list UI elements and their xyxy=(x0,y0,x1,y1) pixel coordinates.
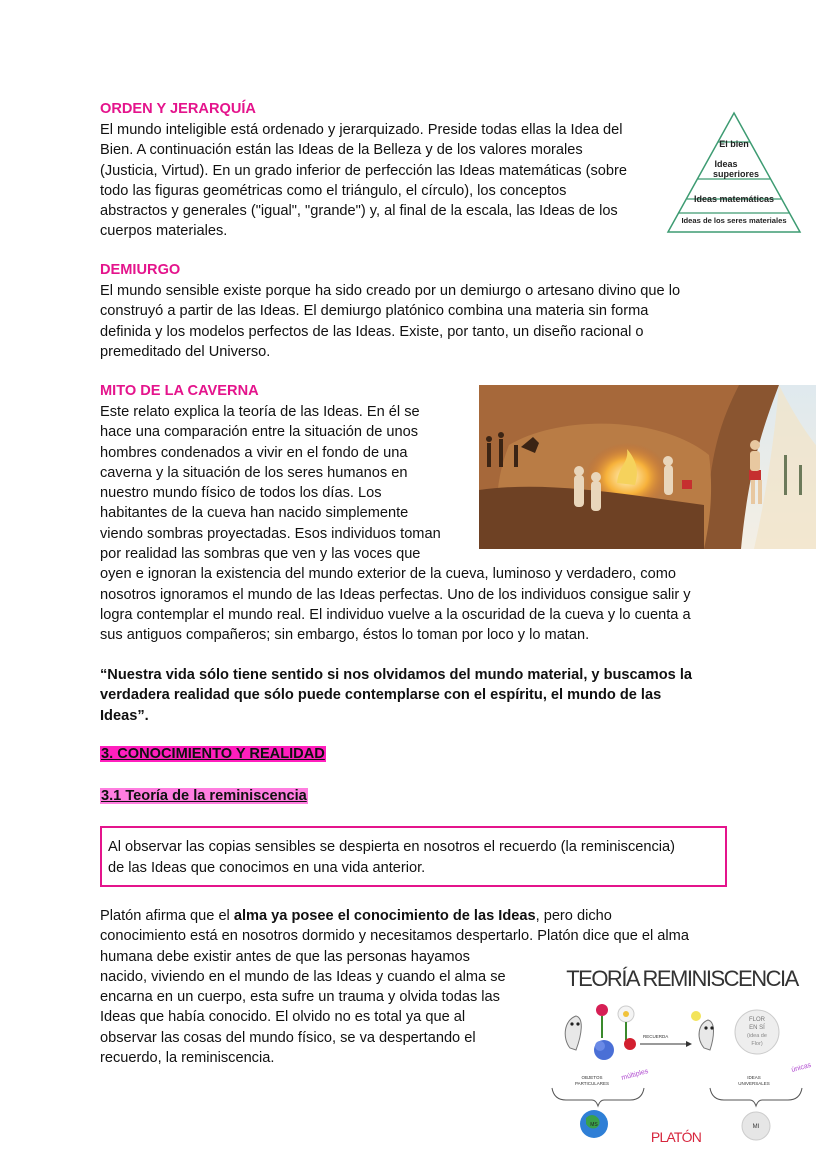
text-line: premeditado del Universo. xyxy=(100,343,271,360)
svg-text:múltiples: múltiples xyxy=(620,1068,650,1082)
text-line: nosotros ignoramos el mundo de las Ideas perfectas. Uno de los individuos consigue salir y xyxy=(100,586,691,603)
text-span: , pero dicho xyxy=(535,908,612,924)
text-line xyxy=(100,906,689,926)
svg-text:MS: MS xyxy=(590,1122,598,1128)
text-line: cuerpos materiales. xyxy=(100,223,228,240)
quote-line: Ideas”. xyxy=(100,707,149,724)
pyramid-level3: Ideas matemáticas xyxy=(693,194,775,204)
text-line: caverna y la situación de los seres humanos en xyxy=(100,464,408,481)
text-line: encarna en un cuerpo, esta sufre un trauma y olvida todas las xyxy=(100,989,500,1006)
svg-text:OBJETOS: OBJETOS xyxy=(581,1075,603,1080)
pyramid-level2a: Ideas xyxy=(714,159,738,169)
flowers-icon xyxy=(594,1004,636,1060)
svg-text:Flor): Flor) xyxy=(751,1041,763,1047)
svg-text:FLOR: FLOR xyxy=(748,1017,766,1023)
text-line: de las Ideas que conocimos en una vida anterior. xyxy=(108,859,426,876)
text-line: Este relato explica la teoría de las Ideas. En él se xyxy=(100,404,420,420)
text-line: (Justicia, Virtud). En un grado inferior de perfección las Ideas matemáticas (sobre xyxy=(100,162,627,179)
text-line: sus antiguos compañeros; sin embargo, éstos lo toman por loco y lo matan. xyxy=(100,627,590,644)
text-line: construyó a partir de las Ideas. El demiurgo platónico combina una materia sin forma xyxy=(100,303,649,320)
pyramid-level1: El bien xyxy=(719,139,749,149)
quote-line: “Nuestra vida sólo tiene sentido si nos olvidamos del mundo material, y buscamos la xyxy=(100,667,693,683)
text-line: El mundo sensible existe porque ha sido creado por un demiurgo o artesano divino que lo xyxy=(100,283,681,299)
text-line: por realidad las sombras que ven y las voces que xyxy=(100,546,421,563)
platon-label: PLATÓN xyxy=(650,1129,702,1145)
demiurgo-paragraph xyxy=(100,281,680,362)
section-3-title: 3. CONOCIMIENTO Y REALIDAD xyxy=(101,746,325,762)
worm-icon xyxy=(565,1016,581,1050)
text-line: nacido, viviendo en el mundo de las Ideas y cuando el alma se xyxy=(100,968,506,985)
text-line: oyen e ignoran la existencia del mundo exterior de la cueva, luminoso y verdadero, como xyxy=(100,566,676,583)
text-line: conocimiento está en nosotros dormido y necesitamos despertarlo. Platón dice que el alma xyxy=(100,928,689,945)
diagram-title: TEORÍA REMINISCENCIA xyxy=(566,966,798,991)
section-3-1-title: 3.1 Teoría de la reminiscencia xyxy=(101,788,307,804)
text-line: El mundo inteligible está ordenado y jerarquizado. Preside todas ellas la Idea del xyxy=(100,122,623,138)
quote xyxy=(100,665,740,726)
svg-text:UNIVERSALES: UNIVERSALES xyxy=(738,1081,770,1086)
text-line: logra contemplar el mundo real. El individuo vuelve a la oscuridad de la cueva y lo cuenta a xyxy=(100,606,691,623)
bold-span: alma ya posee el conocimiento de las Ideas xyxy=(233,908,536,924)
text-line: Al observar las copias sensibles se despierta en nosotros el recuerdo (la reminiscencia) xyxy=(108,839,675,855)
svg-text:superiores: superiores xyxy=(712,169,760,179)
text-line: hombres condenados a vivir en el fondo de una xyxy=(100,444,408,461)
svg-text:MI: MI xyxy=(752,1124,760,1130)
ideas-pyramid xyxy=(666,110,802,236)
text-line: abstractos y generales ("igual", "grande") y, al final de la escala, las Ideas de los xyxy=(100,203,618,220)
text-line: definida y los modelos perfectos de las Ideas. Existe, por tanto, un diseño racional o xyxy=(100,323,644,340)
text-line: humana debe existir antes de que las personas hayamos xyxy=(100,948,470,965)
quote-line: verdadera realidad que sólo puede contemplarse con el espíritu, el mundo de las xyxy=(100,687,662,704)
text-line: observar las cosas del mundo físico, se va despertando el xyxy=(100,1029,476,1046)
bulb-icon xyxy=(691,1011,701,1021)
text-line: Bien. A continuación están las Ideas de la Belleza y de los valores morales xyxy=(100,142,583,159)
svg-text:EN SÍ: EN SÍ xyxy=(749,1025,765,1031)
svg-text:PARTICULARES: PARTICULARES xyxy=(574,1081,610,1086)
reminiscence-diagram xyxy=(546,958,818,1150)
cave-illustration xyxy=(479,385,816,549)
text-line: hace una comparación entre la situación de unos xyxy=(100,424,419,441)
recuerda-label: RECUERDA xyxy=(643,1034,669,1039)
svg-text:únicas: únicas xyxy=(790,1061,813,1074)
definition-box xyxy=(100,826,727,887)
text-line: viendo sombras proyectadas. Esos individuos toman xyxy=(100,525,441,542)
orden-paragraph xyxy=(100,120,627,242)
heading-demiurgo: DEMIURGO xyxy=(100,262,181,278)
text-line: todo las figuras geométricas como el triángulo, el círculo), los conceptos xyxy=(100,182,567,199)
text-span: Platón afirma que el xyxy=(100,908,234,924)
heading-orden: ORDEN Y JERARQUÍA xyxy=(100,101,256,117)
text-line: habitantes de la cueva han nacido simplemente xyxy=(100,505,409,522)
text-line: recuerdo, la reminiscencia. xyxy=(100,1050,275,1067)
text-line: Ideas que había conocido. El olvido no es total ya que al xyxy=(100,1009,466,1026)
pyramid-level4: Ideas de los seres materiales xyxy=(681,216,787,225)
svg-text:IDEAS: IDEAS xyxy=(747,1075,761,1080)
svg-text:(idea de: (idea de xyxy=(747,1033,767,1039)
heading-caverna: MITO DE LA CAVERNA xyxy=(100,383,259,399)
text-line: nuestro mundo físico de todos los días. Los xyxy=(100,485,382,502)
